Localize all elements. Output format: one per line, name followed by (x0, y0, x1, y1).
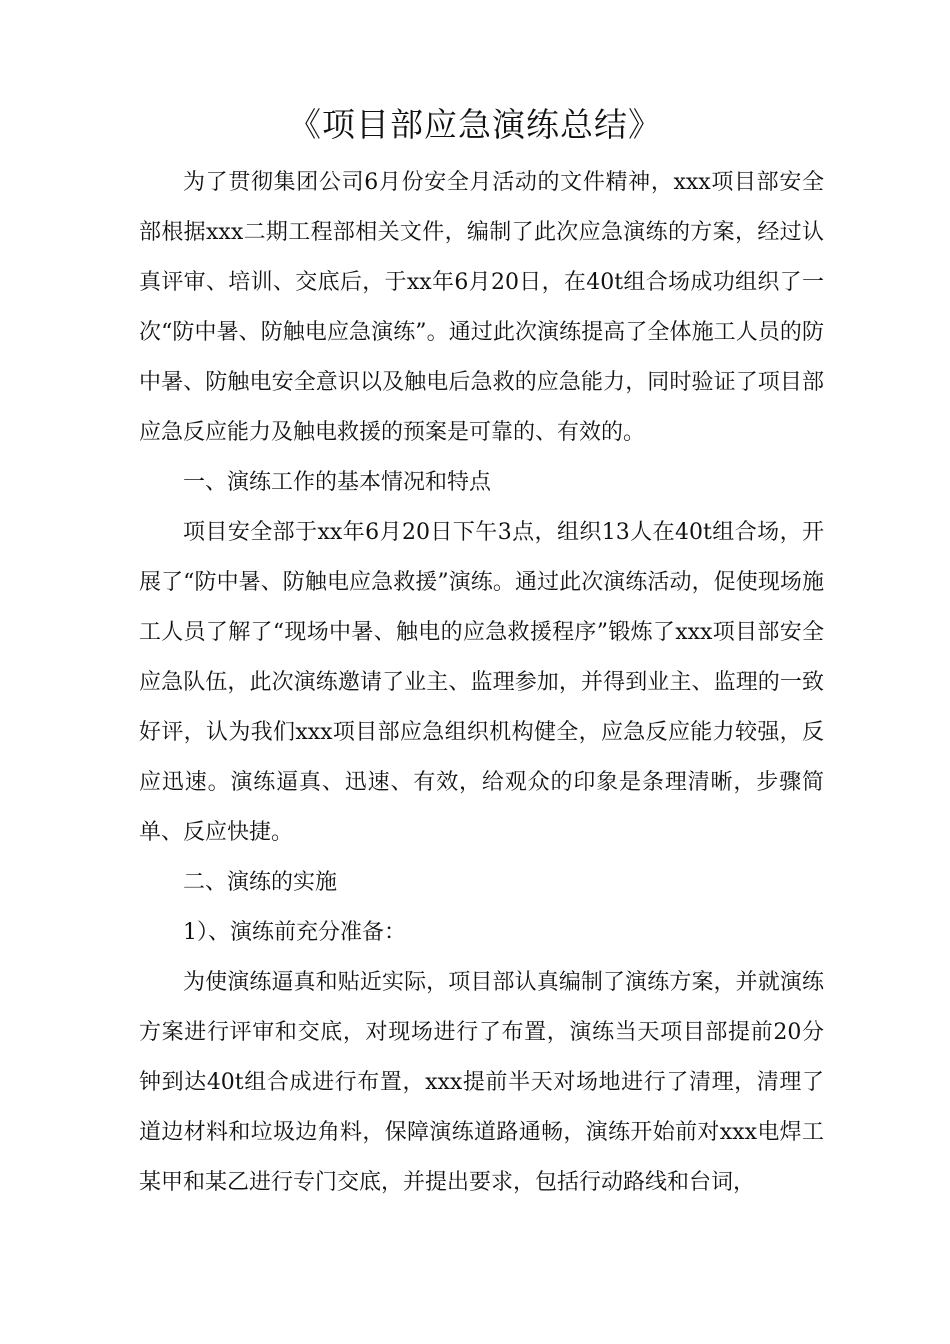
document-body (139, 158, 824, 1208)
section-heading-implementation: 二、演练的实施 (183, 870, 338, 895)
intro-paragraph: 为了贯彻集团公司6月份安全月活动的文件精神，xxx项目部安全部根据xxx二期工程部相关文件，编制了此次应急演练的方案，经过认真评审、培训、交底后，于xx年6月20日，在40t组合场成功组织了一次“防中暑、防触电应急演练”。通过此次演练提高了全体施工人员的防中暑、防触电安全意识以及触电后急救的应急能力，同时验证了项目部应急反应能力及触电救援的预案是可靠的、有效的。 (139, 170, 824, 445)
document-title: 《项目部应急演练总结》 (288, 105, 662, 144)
basic-info-paragraph: 项目安全部于xx年6月20日下午3点，组织13人在40t组合场，开展了“防中暑、防触电应急救援”演练。通过此次演练活动，促使现场施工人员了解了“现场中暑、触电的应急救援程序”锻炼了xxx项目部安全应急队伍，此次演练邀请了业主、监理参加，并得到业主、监理的一致好评，认为我们xxx项目部应急组织机构健全，应急反应能力较强，反应迅速。演练逼真、迅速、有效，给观众的印象是条理清晰，步骤简单、反应快捷。 (139, 520, 824, 845)
subsection-heading-preparation: 1）、演练前充分准备： (183, 920, 406, 945)
section-heading-basic-info: 一、演练工作的基本情况和特点 (183, 470, 492, 495)
preparation-paragraph: 为使演练逼真和贴近实际，项目部认真编制了演练方案，并就演练方案进行评审和交底，对现场进行了布置，演练当天项目部提前20分钟到达40t组合成进行布置，xxx提前半天对场地进行了清理，清理了道边材料和垃圾边角料，保障演练道路通畅，演练开始前对xxx电焊工某甲和某乙进行专门交底，并提出要求，包括行动路线和台词， (139, 970, 824, 1195)
